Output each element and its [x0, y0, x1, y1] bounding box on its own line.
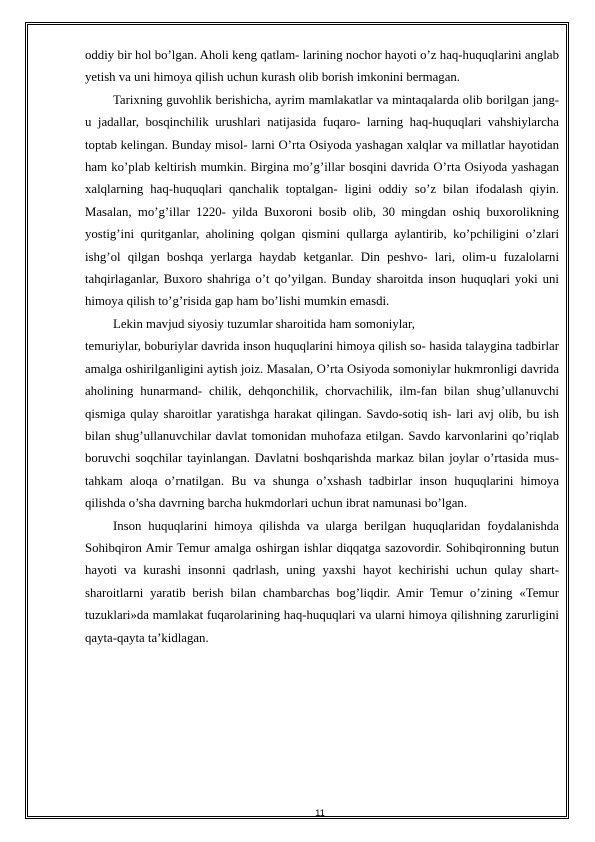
- paragraph-5: Inson huquqlarini himoya qilishda va ularga berilgan huquqlaridan foydalanishda Sohibqiron Amir Temur amalga oshirgan ishlar diqqatga sazovordir. Sohibqironning butun hayoti va kurashi insonni qadrlash, uning yaxshi hayot kechirishi uchun qulay shart-sharoitlarni yaratib berish bilan chambarchas bog’liqdir. Amir Temur o’zining «Temur tuzuklari»da mamlakat fuqarolarining haq-huquqlari va ularni himoya qilishning zarurligini qayta-qayta ta’kidlagan.: [85, 518, 559, 645]
- paragraph-3: Lekin mavjud siyosiy tuzumlar sharoitida ham somoniylar,: [113, 316, 415, 331]
- document-body: [85, 44, 559, 649]
- paragraph-2: Tarixning guvohlik berishicha, ayrim mamlakatlar va mintaqalarda olib borilgan jang-u jadallar, bosqinchilik urushlari natijasida fuqaro- larning haq-huquqlari vahshiylarcha toptab kelingan. Bunday misol- larni O’rta Osiyoda yashagan xalqlar va millatlar hayotidan ham ko’plab keltirish mumkin. Birgina mo’g’illar bosqini davrida O’rta Osiyoda yashagan xalqlarning haq-huquqlari qanchalik toptalgan- ligini oddiy so’z bilan ifodalash qiyin. Masalan, mo’g’illar 1220- yilda Buxoroni bosib olib, 30 mingdan oshiq buxorolikning yostig’ini quritganlar, aholining qolgan qismini qullarga aylantirib, ko’pchiligini o’zlari ishg’ol qilgan boshqa yerlarga haydab ketganlar. Din peshvo- lari, olim-u fuzalolarni tahqirlaganlar, Buxoro shahriga o’t qo’yilgan. Bunday sharoitda inson huquqlari yoki uni himoya qilish to’g’risida gap ham bo’lishi mumkin emasdi.: [85, 92, 559, 309]
- paragraph-1: oddiy bir hol bo’lgan. Aholi keng qatlam- larining nochor hayoti o’z haq-huquqlarini anglab yetish va uni himoya qilish uchun kurash olib borish imkonini bermagan.: [85, 48, 559, 85]
- paragraph-4: temuriylar, boburiylar davrida inson huquqlarini himoya qilish so- hasida talaygina tadbirlar amalga oshirilganligini aytish joiz. Masalan, O’rta Osiyoda somoniylar hukmronligi davrida aholining hunarmand- chilik, dehqonchilik, chorvachilik, ilm-fan bilan shug’ullanuvchi qismiga qulay sharoitlar yaratishga harakat qilingan. Savdo-sotiq ish- lari avj olib, bu ish bilan shug’ullanuvchilar davlat tomonidan muhofaza etilgan. Savdo karvonlarini qo’riqlab boruvchi soqchilar tayinlangan. Davlatni boshqarishda markaz bilan joylar o’rtasida mus- tahkam aloqa o’rnatilgan. Bu va shunga o’xshash tadbirlar inson huquqlarini himoya qilishda o’sha davrning barcha hukmdorlari uchun ibrat namunasi bo’lgan.: [85, 339, 559, 511]
- page-number: 11: [315, 808, 325, 819]
